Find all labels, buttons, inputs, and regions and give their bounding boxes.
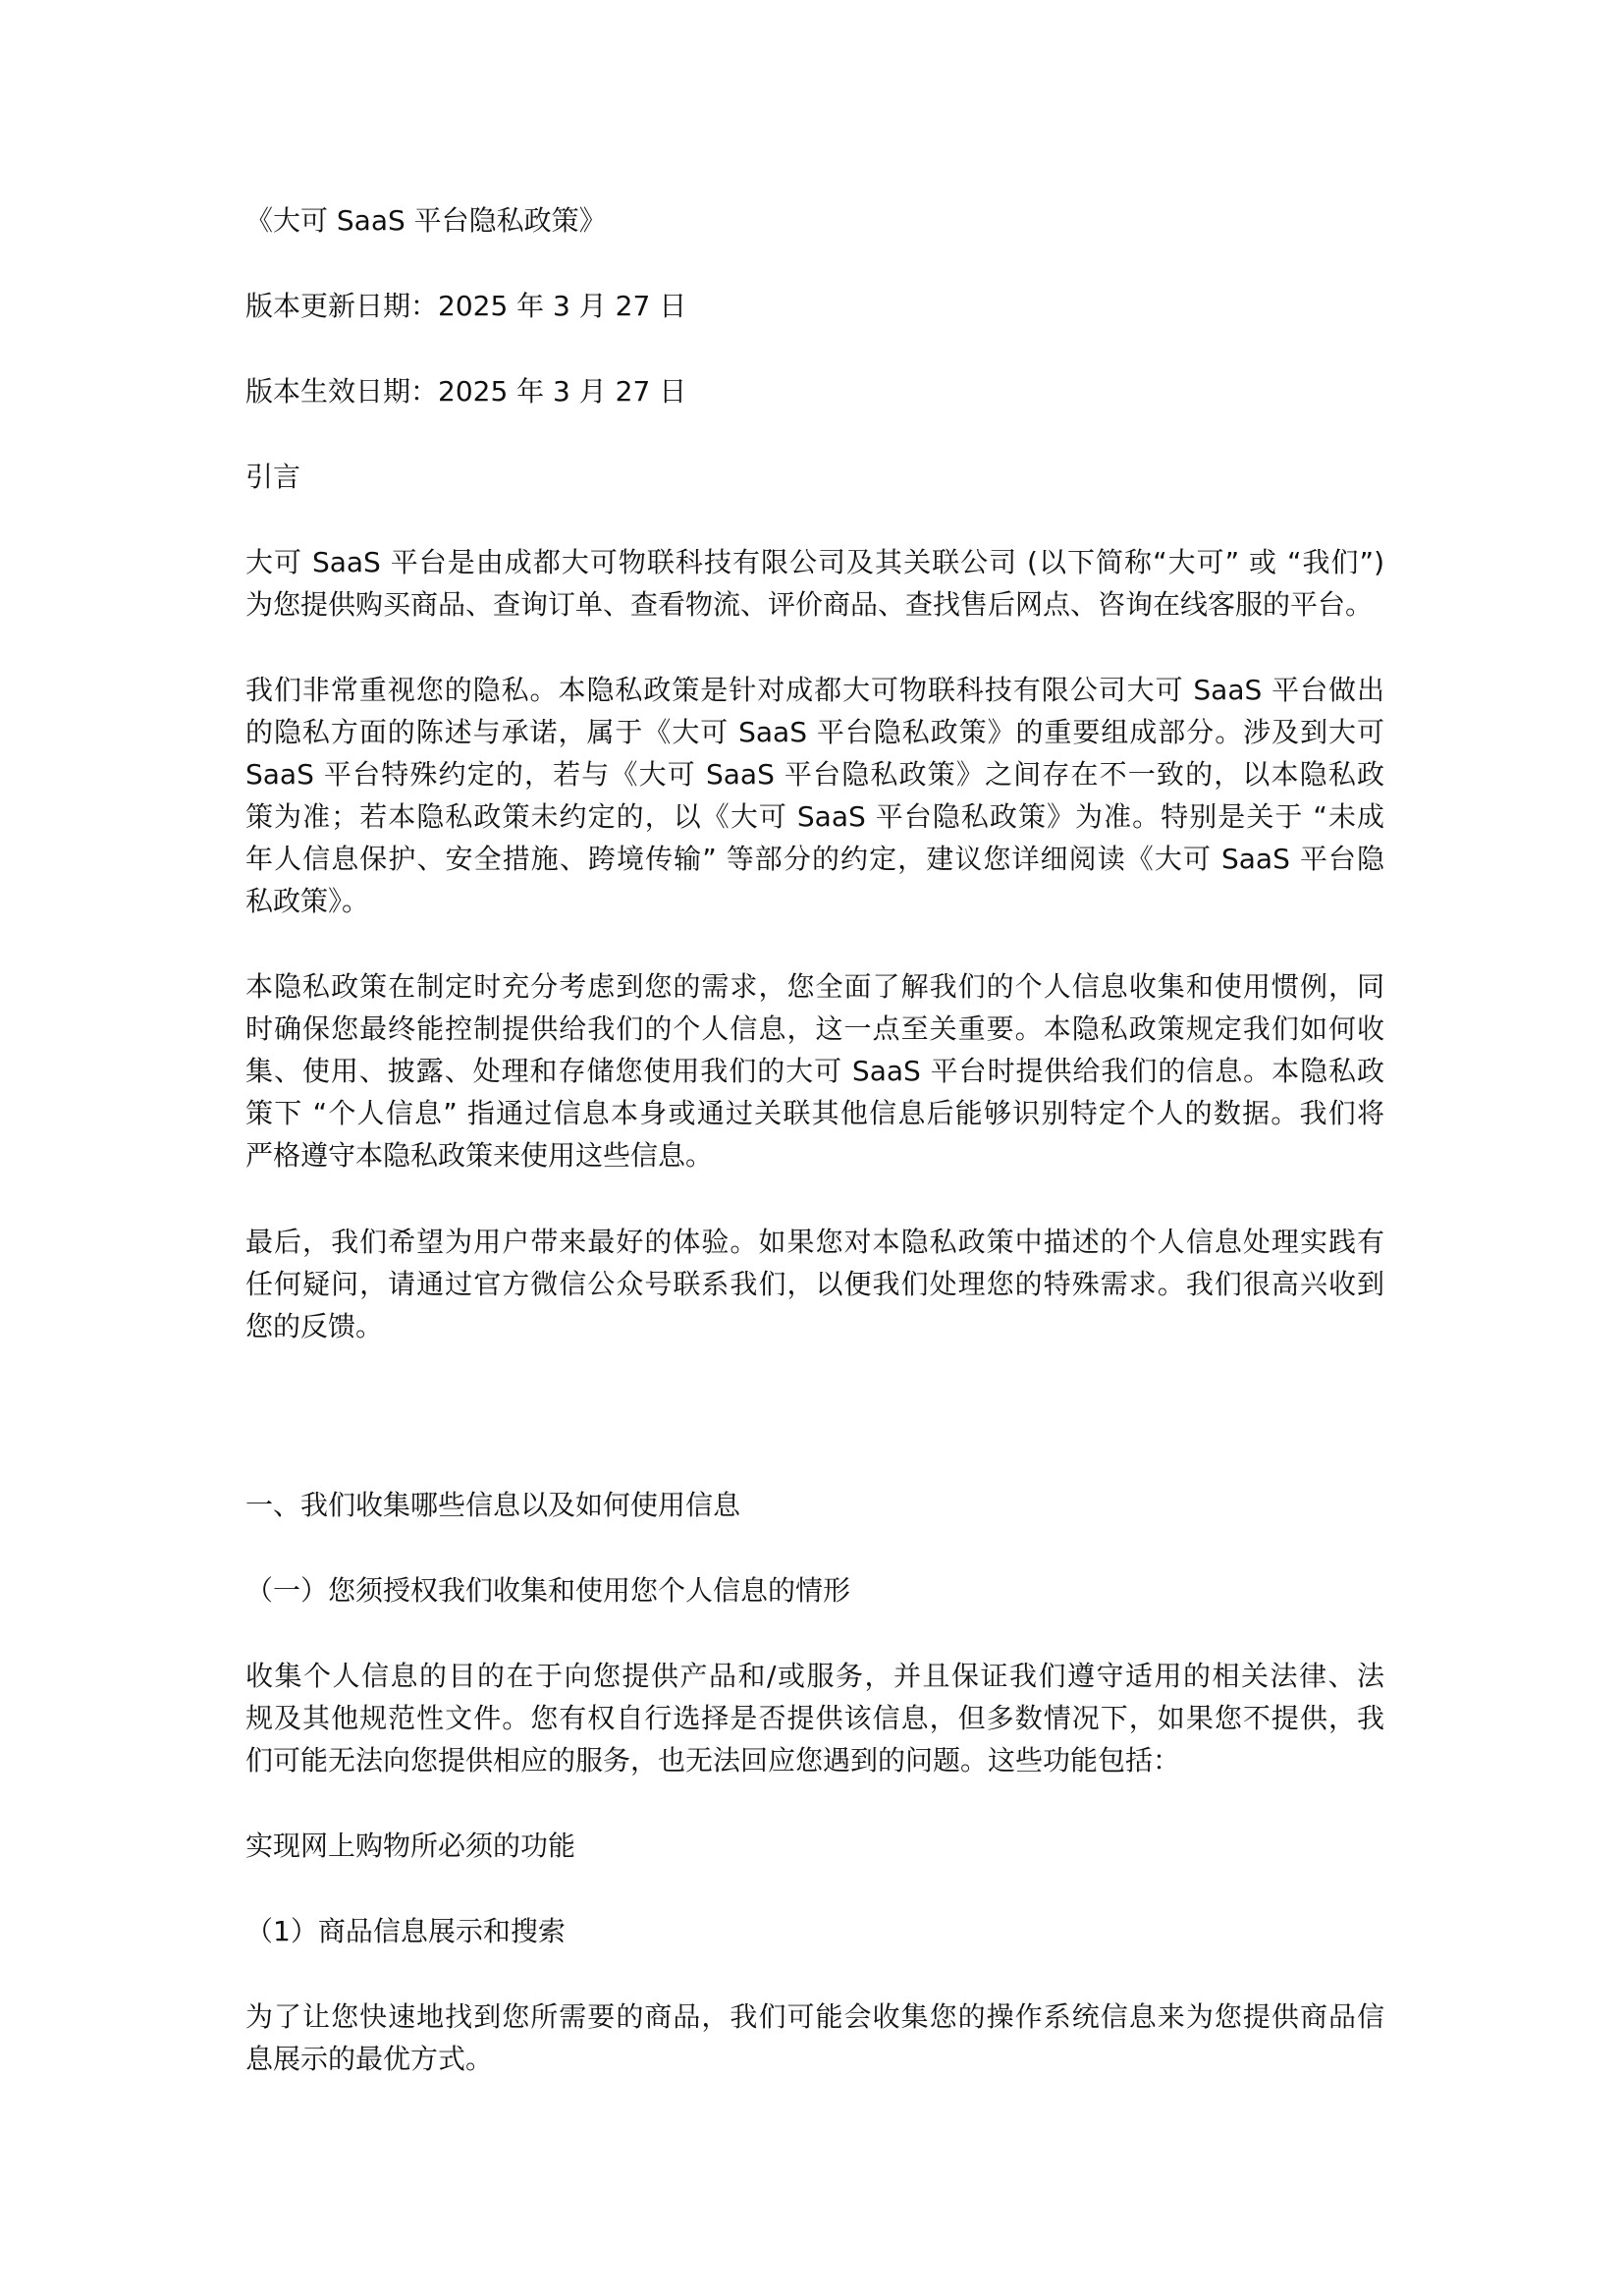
paragraph-line: 策下 “个人信息” 指通过信息本身或通过关联其他信息后能够识别特定个人的数据。我们将 <box>245 1097 1384 1129</box>
paragraph-line: 们可能无法向您提供相应的服务，也无法回应您遇到的问题。这些功能包括： <box>245 1744 1181 1777</box>
paragraph-line: 策为准；若本隐私政策未约定的，以《大可 SaaS 平台隐私政策》为准。特别是关于 “未成 <box>245 800 1384 833</box>
paragraph-line: 最后，我们希望为用户带来最好的体验。如果您对本隐私政策中描述的个人信息处理实践有 <box>245 1226 1384 1258</box>
paragraph-line: 年人信息保护、安全措施、跨境传输” 等部分的约定，建议您详细阅读《大可 SaaS 平台隐 <box>245 843 1384 875</box>
paragraph-line: 我们非常重视您的隐私。本隐私政策是针对成都大可物联科技有限公司大可 SaaS 平台做出 <box>245 674 1384 706</box>
paragraph-line: 收集个人信息的目的在于向您提供产品和/或服务，并且保证我们遵守适用的相关法律、法 <box>245 1660 1384 1692</box>
paragraph-line: 大可 SaaS 平台是由成都大可物联科技有限公司及其关联公司 (以下简称“大可” 或 “我们”) <box>245 546 1384 578</box>
paragraph-line: 本隐私政策在制定时充分考虑到您的需求，您全面了解我们的个人信息收集和使用惯例，同 <box>245 970 1384 1003</box>
document-title: 《大可 SaaS 平台隐私政策》 <box>245 204 607 237</box>
item-1-paragraph <box>245 1995 1384 2080</box>
paragraph-line: 息展示的最优方式。 <box>245 2043 494 2075</box>
paragraph-line: SaaS 平台特殊约定的，若与《大可 SaaS 平台隐私政策》之间存在不一致的，以本隐私政 <box>245 758 1384 791</box>
intro-paragraph-1 <box>245 541 1384 626</box>
intro-paragraph-3 <box>245 965 1384 1176</box>
intro-paragraph-4 <box>245 1221 1384 1347</box>
paragraph-line: 为您提供购买商品、查询订单、查看物流、评价商品、查找售后网点、咨询在线客服的平台。 <box>245 588 1374 621</box>
paragraph-line: 为了让您快速地找到您所需要的商品，我们可能会收集您的操作系统信息来为您提供商品信 <box>245 2000 1384 2033</box>
paragraph-line: 任何疑问，请通过官方微信公众号联系我们，以便我们处理您的特殊需求。我们很高兴收到 <box>245 1268 1384 1300</box>
paragraph-line: 集、使用、披露、处理和存储您使用我们的大可 SaaS 平台时提供给我们的信息。本隐私政 <box>245 1055 1384 1087</box>
paragraph-line: 您的反馈。 <box>245 1310 384 1342</box>
intro-paragraph-2 <box>245 669 1384 922</box>
section-1-paragraph <box>245 1655 1384 1781</box>
paragraph-line: 严格遵守本隐私政策来使用这些信息。 <box>245 1139 714 1172</box>
paragraph-line: 的隐私方面的陈述与承诺，属于《大可 SaaS 平台隐私政策》的重要组成部分。涉及到大可 <box>245 716 1384 748</box>
section-1-heading: 一、我们收集哪些信息以及如何使用信息 <box>245 1489 741 1521</box>
item-1-heading: （1）商品信息展示和搜索 <box>245 1915 566 1947</box>
effective-date: 版本生效日期：2025 年 3 月 27 日 <box>245 375 687 408</box>
section-1-subheading: （一）您须授权我们收集和使用您个人信息的情形 <box>245 1574 851 1607</box>
paragraph-line: 私政策》。 <box>245 885 370 917</box>
paragraph-line: 规及其他规范性文件。您有权自行选择是否提供该信息，但多数情况下，如果您不提供，我 <box>245 1702 1384 1734</box>
paragraph-line: 时确保您最终能控制提供给我们的个人信息，这一点至关重要。本隐私政策规定我们如何收 <box>245 1012 1384 1045</box>
intro-heading: 引言 <box>245 461 301 493</box>
shopping-functions-heading: 实现网上购物所必须的功能 <box>245 1830 576 1862</box>
update-date: 版本更新日期：2025 年 3 月 27 日 <box>245 290 687 322</box>
